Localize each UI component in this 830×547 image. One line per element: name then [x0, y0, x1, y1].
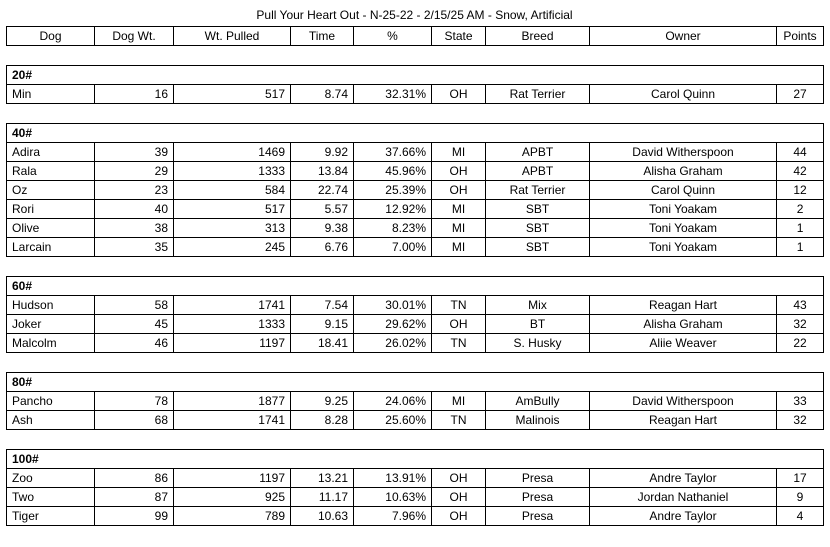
cell-dog-weight: 78 [95, 392, 174, 411]
cell-percent: 26.02% [354, 334, 432, 353]
cell-dog: Hudson [7, 296, 95, 315]
cell-points: 2 [777, 200, 824, 219]
cell-breed: APBT [486, 143, 590, 162]
header-table [6, 26, 824, 46]
cell-time: 10.63 [291, 507, 354, 526]
table-row [7, 469, 824, 488]
column-header-weight-pulled: Wt. Pulled [174, 27, 291, 46]
cell-weight-pulled: 313 [174, 219, 291, 238]
weight-class-groups [6, 65, 823, 526]
cell-percent: 13.91% [354, 469, 432, 488]
cell-points: 22 [777, 334, 824, 353]
cell-points: 33 [777, 392, 824, 411]
column-header-breed: Breed [486, 27, 590, 46]
column-header-dog: Dog [7, 27, 95, 46]
weight-class-table [6, 276, 824, 353]
cell-state: TN [432, 296, 486, 315]
cell-time: 9.38 [291, 219, 354, 238]
cell-weight-pulled: 1197 [174, 469, 291, 488]
weight-class-header [7, 66, 824, 85]
cell-time: 13.21 [291, 469, 354, 488]
cell-dog-weight: 45 [95, 315, 174, 334]
table-row [7, 334, 824, 353]
cell-points: 17 [777, 469, 824, 488]
cell-time: 9.15 [291, 315, 354, 334]
cell-breed: BT [486, 315, 590, 334]
cell-dog-weight: 29 [95, 162, 174, 181]
cell-time: 11.17 [291, 488, 354, 507]
cell-percent: 30.01% [354, 296, 432, 315]
cell-percent: 12.92% [354, 200, 432, 219]
column-header-percent: % [354, 27, 432, 46]
cell-owner: Carol Quinn [590, 181, 777, 200]
cell-state: OH [432, 85, 486, 104]
cell-breed: Presa [486, 488, 590, 507]
table-row [7, 162, 824, 181]
cell-points: 9 [777, 488, 824, 507]
table-row [7, 143, 824, 162]
cell-dog: Larcain [7, 238, 95, 257]
cell-percent: 7.00% [354, 238, 432, 257]
cell-state: OH [432, 507, 486, 526]
cell-state: MI [432, 238, 486, 257]
cell-weight-pulled: 517 [174, 200, 291, 219]
cell-dog: Zoo [7, 469, 95, 488]
cell-dog-weight: 40 [95, 200, 174, 219]
cell-state: MI [432, 200, 486, 219]
cell-owner: Aliie Weaver [590, 334, 777, 353]
cell-dog: Olive [7, 219, 95, 238]
table-row [7, 488, 824, 507]
cell-breed: Rat Terrier [486, 85, 590, 104]
cell-owner: David Witherspoon [590, 392, 777, 411]
cell-owner: Toni Yoakam [590, 200, 777, 219]
weight-class-header [7, 373, 824, 392]
cell-percent: 25.39% [354, 181, 432, 200]
weight-class-table [6, 372, 824, 430]
cell-weight-pulled: 517 [174, 85, 291, 104]
cell-breed: APBT [486, 162, 590, 181]
column-header-time: Time [291, 27, 354, 46]
cell-weight-pulled: 1333 [174, 315, 291, 334]
table-row [7, 507, 824, 526]
cell-breed: Malinois [486, 411, 590, 430]
cell-weight-pulled: 789 [174, 507, 291, 526]
page-title: Pull Your Heart Out - N-25-22 - 2/15/25 AM - Snow, Artificial [256, 8, 573, 22]
cell-weight-pulled: 1741 [174, 296, 291, 315]
weight-class-header [7, 277, 824, 296]
cell-breed: S. Husky [486, 334, 590, 353]
table-row [7, 392, 824, 411]
cell-breed: SBT [486, 219, 590, 238]
weight-class-label: 80# [7, 373, 824, 392]
cell-dog: Adira [7, 143, 95, 162]
weight-class-header [7, 450, 824, 469]
cell-state: TN [432, 334, 486, 353]
cell-points: 43 [777, 296, 824, 315]
cell-dog: Pancho [7, 392, 95, 411]
cell-time: 6.76 [291, 238, 354, 257]
table-row [7, 296, 824, 315]
cell-dog: Rori [7, 200, 95, 219]
cell-state: OH [432, 315, 486, 334]
cell-owner: Reagan Hart [590, 296, 777, 315]
cell-dog-weight: 35 [95, 238, 174, 257]
cell-dog-weight: 58 [95, 296, 174, 315]
cell-breed: Presa [486, 469, 590, 488]
header-row [7, 27, 824, 46]
cell-points: 32 [777, 315, 824, 334]
cell-percent: 29.62% [354, 315, 432, 334]
cell-percent: 32.31% [354, 85, 432, 104]
cell-owner: Alisha Graham [590, 315, 777, 334]
cell-time: 7.54 [291, 296, 354, 315]
cell-dog-weight: 38 [95, 219, 174, 238]
cell-dog: Malcolm [7, 334, 95, 353]
column-header-points: Points [777, 27, 824, 46]
cell-owner: David Witherspoon [590, 143, 777, 162]
cell-time: 13.84 [291, 162, 354, 181]
cell-dog: Min [7, 85, 95, 104]
cell-time: 18.41 [291, 334, 354, 353]
cell-breed: Rat Terrier [486, 181, 590, 200]
cell-owner: Jordan Nathaniel [590, 488, 777, 507]
cell-weight-pulled: 1877 [174, 392, 291, 411]
cell-owner: Andre Taylor [590, 507, 777, 526]
weight-class-table [6, 123, 824, 257]
cell-weight-pulled: 245 [174, 238, 291, 257]
cell-breed: Presa [486, 507, 590, 526]
cell-points: 32 [777, 411, 824, 430]
cell-owner: Reagan Hart [590, 411, 777, 430]
cell-time: 9.92 [291, 143, 354, 162]
cell-weight-pulled: 1469 [174, 143, 291, 162]
results-sheet [6, 0, 823, 526]
cell-state: MI [432, 143, 486, 162]
table-row [7, 315, 824, 334]
cell-percent: 37.66% [354, 143, 432, 162]
cell-weight-pulled: 1333 [174, 162, 291, 181]
table-row [7, 411, 824, 430]
table-row [7, 238, 824, 257]
column-header-owner: Owner [590, 27, 777, 46]
column-header-dog-weight: Dog Wt. [95, 27, 174, 46]
cell-dog: Ash [7, 411, 95, 430]
cell-percent: 45.96% [354, 162, 432, 181]
cell-owner: Andre Taylor [590, 469, 777, 488]
weight-class-header [7, 124, 824, 143]
cell-owner: Alisha Graham [590, 162, 777, 181]
cell-dog-weight: 68 [95, 411, 174, 430]
cell-dog: Tiger [7, 507, 95, 526]
cell-dog-weight: 16 [95, 85, 174, 104]
cell-time: 9.25 [291, 392, 354, 411]
cell-weight-pulled: 584 [174, 181, 291, 200]
table-row [7, 200, 824, 219]
cell-dog-weight: 99 [95, 507, 174, 526]
cell-percent: 25.60% [354, 411, 432, 430]
cell-state: MI [432, 219, 486, 238]
cell-weight-pulled: 1741 [174, 411, 291, 430]
weight-class-label: 40# [7, 124, 824, 143]
cell-weight-pulled: 925 [174, 488, 291, 507]
cell-dog: Rala [7, 162, 95, 181]
cell-breed: AmBully [486, 392, 590, 411]
cell-owner: Toni Yoakam [590, 219, 777, 238]
cell-dog-weight: 87 [95, 488, 174, 507]
weight-class-table [6, 65, 824, 104]
cell-points: 1 [777, 219, 824, 238]
cell-state: OH [432, 162, 486, 181]
weight-class-table [6, 449, 824, 526]
cell-weight-pulled: 1197 [174, 334, 291, 353]
cell-time: 8.28 [291, 411, 354, 430]
cell-dog: Joker [7, 315, 95, 334]
cell-dog: Oz [7, 181, 95, 200]
cell-state: OH [432, 181, 486, 200]
cell-owner: Toni Yoakam [590, 238, 777, 257]
weight-class-label: 60# [7, 277, 824, 296]
cell-state: MI [432, 392, 486, 411]
cell-percent: 8.23% [354, 219, 432, 238]
cell-points: 27 [777, 85, 824, 104]
cell-points: 1 [777, 238, 824, 257]
cell-time: 22.74 [291, 181, 354, 200]
cell-state: OH [432, 488, 486, 507]
cell-state: TN [432, 411, 486, 430]
cell-breed: SBT [486, 238, 590, 257]
cell-dog-weight: 46 [95, 334, 174, 353]
cell-dog-weight: 86 [95, 469, 174, 488]
cell-percent: 10.63% [354, 488, 432, 507]
cell-time: 8.74 [291, 85, 354, 104]
cell-breed: SBT [486, 200, 590, 219]
table-row [7, 219, 824, 238]
cell-owner: Carol Quinn [590, 85, 777, 104]
weight-class-label: 20# [7, 66, 824, 85]
cell-breed: Mix [486, 296, 590, 315]
cell-percent: 7.96% [354, 507, 432, 526]
cell-points: 44 [777, 143, 824, 162]
cell-time: 5.57 [291, 200, 354, 219]
cell-dog-weight: 39 [95, 143, 174, 162]
cell-dog-weight: 23 [95, 181, 174, 200]
column-header-state: State [432, 27, 486, 46]
cell-state: OH [432, 469, 486, 488]
weight-class-label: 100# [7, 450, 824, 469]
cell-points: 12 [777, 181, 824, 200]
cell-percent: 24.06% [354, 392, 432, 411]
cell-points: 42 [777, 162, 824, 181]
table-row [7, 181, 824, 200]
cell-dog: Two [7, 488, 95, 507]
cell-points: 4 [777, 507, 824, 526]
table-row [7, 85, 824, 104]
